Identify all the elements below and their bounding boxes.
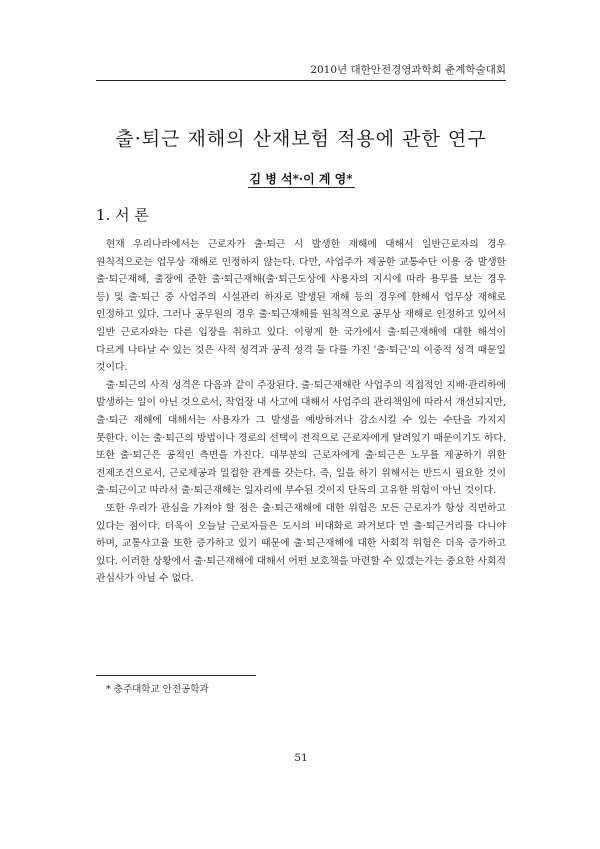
paragraph-1: 현재 우리나라에서는 근로자가 출·퇴근 시 발생한 재해에 대해서 일반근로자의 경우 원칙적으로는 업무상 재해로 인정하지 않는다. 다만, 사업주가 제공한 교통수단 이용 중 발생한 출·퇴근재해, 출장에 준한 출·퇴근재해(출·퇴근도상에 사용자의 지시에 따라 용무를 보는 경우 등) 및 출·퇴근 중 사업주의 시설관리 하자로 발생된 재해 등의 경우에 한해서 업무상 재해로 인정하고 있다. 그러나 공무원의 경우 출·퇴근재해를 원칙적으로 공무상 재해로 인정하고 있어서 일반 근로자와는 다른 입장을 취하고 있다. 이렇게 한 국가에서 출·퇴근재해에 대한 해석이 다르게 나타날 수 있는 것은 사적 성격과 공적 성격 둘 다를 가진 '출·퇴근'의 이중적 성격 때문일 것이다. (96, 239, 506, 374)
paragraph-2: 출·퇴근의 사적 성격은 다음과 같이 주장된다. 출·퇴근재해란 사업주의 직접적인 지배·관리하에 발생하는 일이 아닌 것으로서, 작업장 내 사고에 대해서 사업주의 관리책임에 따라서 개선되지만, 출·퇴근 재해에 대해서는 사용자가 그 발생을 예방하거나 감소시킬 수 있는 수단을 가지지 못한다. 이는 출·퇴근의 방법이나 경로의 선택이 전적으로 근로자에게 달려있기 때문이기도 하다. 또한 출·퇴근은 공적인 측면을 가진다. 대부분의 근로자에게 출·퇴근은 노무를 제공하기 위한 전제조건으로서, 근로제공과 밀접한 관계를 갖는다. 즉, 일을 하기 위해서는 반드시 필요한 것이 출·퇴근이고 따라서 출·퇴근재해는 일자리에 부수된 것이지 단독의 고유한 위험이 아닌 것이다. (96, 379, 506, 497)
paper-title: 출·퇴근 재해의 산재보험 적용에 관한 연구 (115, 128, 487, 150)
footnote: * 충주대학교 안전공학과 (106, 684, 209, 695)
author-line (96, 170, 506, 187)
paragraph-3: 또한 우리가 관심을 가져야 할 점은 출·퇴근재해에 대한 위험은 모든 근로자가 항상 직면하고 있다는 점이다. 더욱이 오늘날 근로자들은 도시의 비대화로 과거보다 먼 출·퇴근거리를 다니야 하며, 교통사고율 또한 증가하고 있기 때문에 출·퇴근재해에 대한 사회적 위험은 더욱 증가하고 있다. 이러한 상황에서 출·퇴근재해에 대해서 어떤 보호책을 마련할 수 있겠는가는 중요한 사회적 관심사가 아닐 수 없다. (96, 502, 506, 585)
header-rule (96, 80, 506, 81)
authors: 김 병 석*·이 계 영* (249, 172, 353, 186)
body-text (96, 236, 506, 588)
page-number: 51 (294, 752, 308, 764)
footnote-rule (96, 675, 256, 676)
section-heading: 1. 서 론 (96, 206, 149, 224)
running-head: 2010년 대한안전경영과학회 춘계학술대회 (310, 64, 506, 76)
